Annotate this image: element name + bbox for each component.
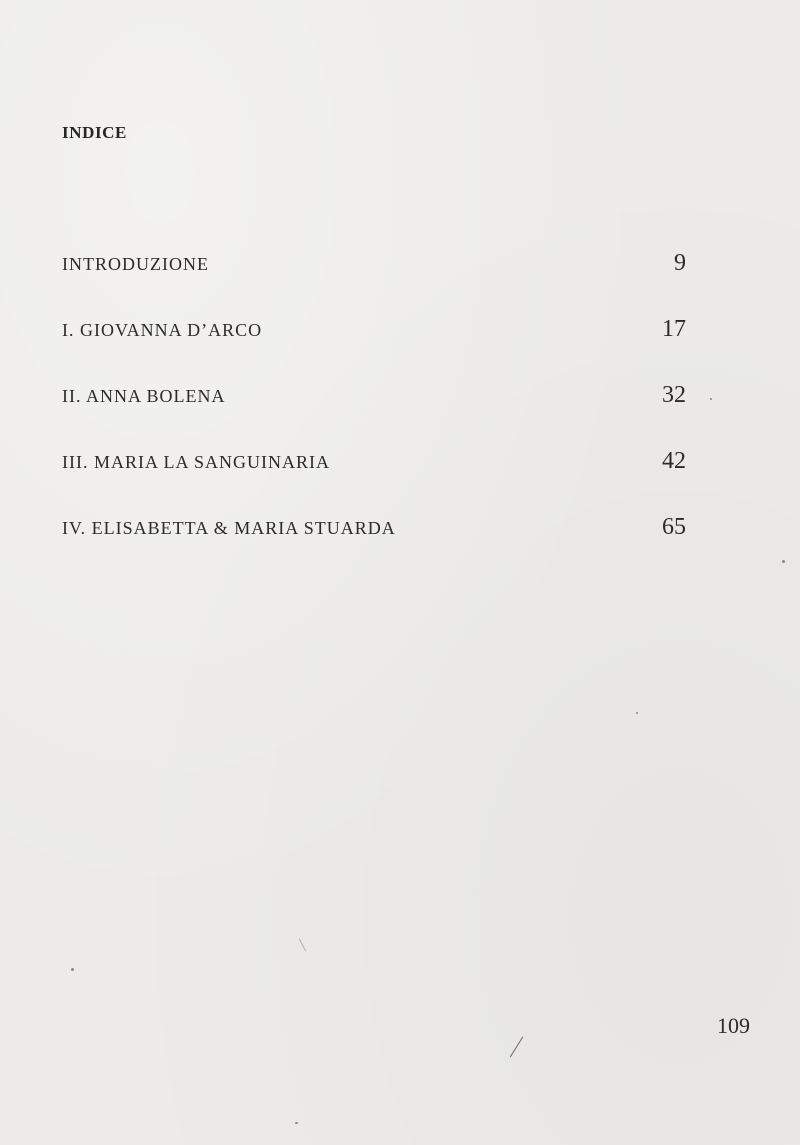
paper-scratch <box>299 939 306 952</box>
toc-entry-title: IV. ELISABETTA & MARIA STUARDA <box>62 518 396 538</box>
paper-speck <box>710 398 712 400</box>
toc-entry <box>62 250 686 316</box>
table-of-contents <box>62 250 686 580</box>
page-number: 109 <box>717 1013 750 1038</box>
paper-speck <box>636 712 638 714</box>
toc-entry-page-number: 17 <box>662 316 686 342</box>
toc-entry-page-number: 9 <box>674 250 686 276</box>
toc-entry-page-number: 65 <box>662 514 686 540</box>
toc-entry <box>62 316 686 382</box>
toc-entry-title: INTRODUZIONE <box>62 254 209 274</box>
paper-scratch <box>510 1037 524 1058</box>
index-heading: INDICE <box>62 123 128 142</box>
toc-entry-page-number: 42 <box>662 448 686 474</box>
toc-entry-title: I. GIOVANNA D’ARCO <box>62 320 263 340</box>
toc-entry-title: III. MARIA LA SANGUINARIA <box>62 452 330 472</box>
paper-speck <box>782 560 785 563</box>
paper-speck <box>71 968 74 971</box>
toc-entry <box>62 514 686 580</box>
toc-entry-title: II. ANNA BOLENA <box>62 386 226 406</box>
toc-entry-page-number: 32 <box>662 382 686 408</box>
paper-speck <box>295 1122 298 1124</box>
toc-entry <box>62 382 686 448</box>
toc-entry <box>62 448 686 514</box>
